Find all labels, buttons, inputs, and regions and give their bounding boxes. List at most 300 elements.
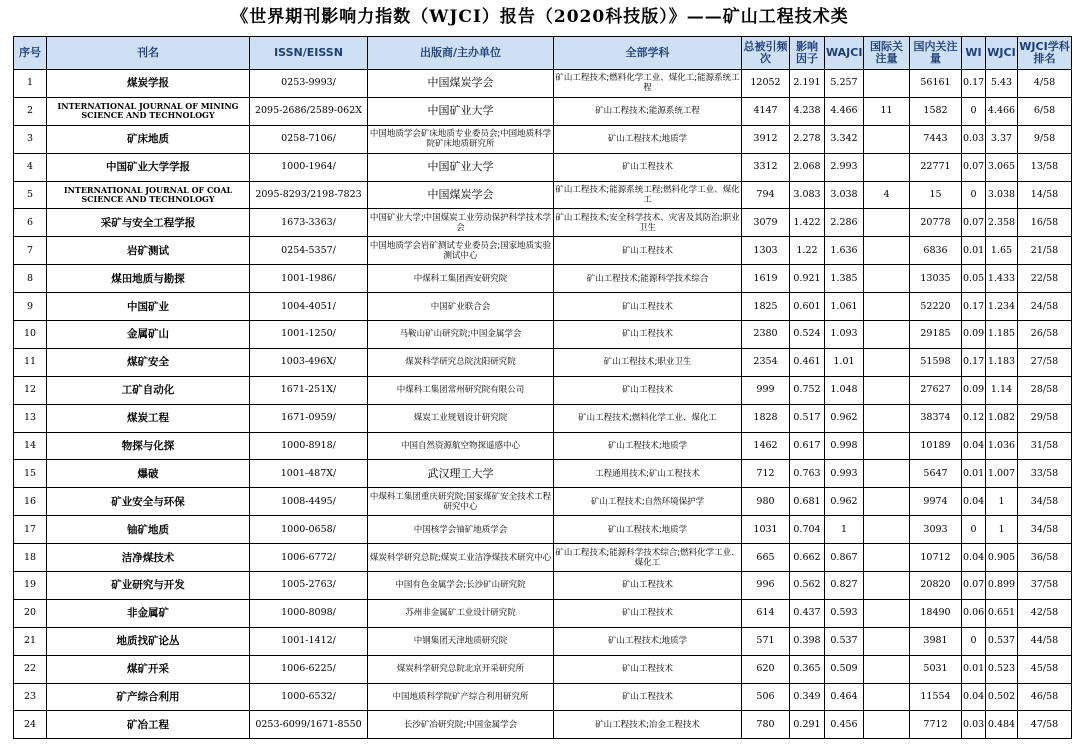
cell-publisher: 煤炭科学研究总院;煤炭工业洁净煤技术研究中心 xyxy=(368,544,554,572)
cell-citations: 1619 xyxy=(742,265,790,293)
table-row xyxy=(14,572,1072,600)
cell-issn: 2095-8293/2198-7823 xyxy=(250,181,368,209)
cell-wjci: 0.905 xyxy=(986,544,1018,572)
cell-rank: 24/58 xyxy=(1018,293,1072,321)
cell-wajci: 2.993 xyxy=(825,153,864,181)
cell-impact-factor: 4.238 xyxy=(790,97,825,125)
cell-index: 10 xyxy=(14,321,47,349)
cell-issn: 1671-0959/ xyxy=(250,404,368,432)
cell-rank: 31/58 xyxy=(1018,432,1072,460)
cell-wjci: 1.14 xyxy=(986,376,1018,404)
cell-impact-factor: 0.365 xyxy=(790,655,825,683)
cell-rank: 6/58 xyxy=(1018,97,1072,125)
cell-journal-name: 矿业研究与开发 xyxy=(47,572,250,600)
cell-domestic-attention: 1582 xyxy=(910,97,962,125)
cell-publisher: 中国核学会铀矿地质学会 xyxy=(368,516,554,544)
cell-wi: 0.03 xyxy=(962,125,986,153)
col-header-intl-attention: 国际关注量 xyxy=(864,37,910,70)
cell-impact-factor: 0.398 xyxy=(790,627,825,655)
cell-intl-attention xyxy=(864,683,910,711)
cell-journal-name: 煤炭工程 xyxy=(47,404,250,432)
cell-issn: 1008-4495/ xyxy=(250,488,368,516)
table-row xyxy=(14,516,1072,544)
cell-index: 3 xyxy=(14,125,47,153)
cell-issn: 1000-0658/ xyxy=(250,516,368,544)
cell-wi: 0.17 xyxy=(962,348,986,376)
cell-citations: 996 xyxy=(742,572,790,600)
cell-publisher: 中国矿业联合会 xyxy=(368,293,554,321)
cell-impact-factor: 0.517 xyxy=(790,404,825,432)
cell-index: 4 xyxy=(14,153,47,181)
cell-impact-factor: 0.752 xyxy=(790,376,825,404)
cell-intl-attention xyxy=(864,209,910,237)
table-row xyxy=(14,599,1072,627)
cell-intl-attention xyxy=(864,321,910,349)
cell-wjci: 1 xyxy=(986,516,1018,544)
cell-intl-attention xyxy=(864,265,910,293)
cell-publisher: 长沙矿冶研究院;中国金属学会 xyxy=(368,711,554,739)
cell-wajci: 1.048 xyxy=(825,376,864,404)
cell-journal-name: 爆破 xyxy=(47,460,250,488)
cell-journal-name: 矿产综合利用 xyxy=(47,683,250,711)
cell-wjci: 4.466 xyxy=(986,97,1018,125)
cell-rank: 33/58 xyxy=(1018,460,1072,488)
cell-wi: 0 xyxy=(962,97,986,125)
table-row xyxy=(14,153,1072,181)
cell-wi: 0.01 xyxy=(962,460,986,488)
cell-impact-factor: 1.22 xyxy=(790,237,825,265)
cell-impact-factor: 2.278 xyxy=(790,125,825,153)
cell-index: 5 xyxy=(14,181,47,209)
cell-citations: 712 xyxy=(742,460,790,488)
cell-journal-name: 煤矿安全 xyxy=(47,348,250,376)
cell-intl-attention xyxy=(864,70,910,98)
cell-journal-name: 中国矿业大学学报 xyxy=(47,153,250,181)
cell-wajci: 0.998 xyxy=(825,432,864,460)
cell-rank: 26/58 xyxy=(1018,321,1072,349)
cell-index: 15 xyxy=(14,460,47,488)
cell-domestic-attention: 5031 xyxy=(910,655,962,683)
page-title: 《世界期刊影响力指数（WJCI）报告（2020科技版）》——矿山工程技术类 xyxy=(231,7,849,27)
cell-wi: 0.07 xyxy=(962,153,986,181)
cell-domestic-attention: 22771 xyxy=(910,153,962,181)
cell-wajci: 0.827 xyxy=(825,572,864,600)
cell-publisher: 中国煤炭学会 xyxy=(368,70,554,98)
cell-wajci: 0.867 xyxy=(825,544,864,572)
table-row xyxy=(14,237,1072,265)
cell-impact-factor: 0.617 xyxy=(790,432,825,460)
cell-rank: 45/58 xyxy=(1018,655,1072,683)
cell-impact-factor: 0.461 xyxy=(790,348,825,376)
cell-wi: 0.04 xyxy=(962,488,986,516)
cell-domestic-attention: 7443 xyxy=(910,125,962,153)
cell-wjci: 1.433 xyxy=(986,265,1018,293)
table-row xyxy=(14,432,1072,460)
cell-rank: 37/58 xyxy=(1018,572,1072,600)
cell-index: 18 xyxy=(14,544,47,572)
col-header-citations: 总被引频次 xyxy=(742,37,790,70)
cell-impact-factor: 0.704 xyxy=(790,516,825,544)
cell-publisher: 中国矿业大学 xyxy=(368,153,554,181)
cell-citations: 4147 xyxy=(742,97,790,125)
cell-intl-attention xyxy=(864,293,910,321)
cell-wi: 0.06 xyxy=(962,599,986,627)
cell-journal-name: 非金属矿 xyxy=(47,599,250,627)
cell-wjci: 1.183 xyxy=(986,348,1018,376)
table-row xyxy=(14,70,1072,98)
cell-issn: 1001-1986/ xyxy=(250,265,368,293)
cell-citations: 12052 xyxy=(742,70,790,98)
cell-subjects: 矿山工程技术;地质学 xyxy=(554,627,742,655)
cell-subjects: 工程通用技术;矿山工程技术 xyxy=(554,460,742,488)
cell-index: 12 xyxy=(14,376,47,404)
cell-citations: 1462 xyxy=(742,432,790,460)
cell-publisher: 中煤科工集团西安研究院 xyxy=(368,265,554,293)
cell-index: 23 xyxy=(14,683,47,711)
col-header-rank: WJCI学科排名 xyxy=(1018,37,1072,70)
cell-intl-attention xyxy=(864,460,910,488)
cell-domestic-attention: 3981 xyxy=(910,627,962,655)
cell-domestic-attention: 9974 xyxy=(910,488,962,516)
cell-subjects: 矿山工程技术;能源系统工程 xyxy=(554,97,742,125)
col-header-impact-factor: 影响因子 xyxy=(790,37,825,70)
cell-rank: 13/58 xyxy=(1018,153,1072,181)
cell-journal-name: 金属矿山 xyxy=(47,321,250,349)
cell-journal-name: INTERNATIONAL JOURNAL OF COAL SCIENCE AND TECHNOLOGY xyxy=(47,181,250,209)
cell-wajci: 5.257 xyxy=(825,70,864,98)
table-row xyxy=(14,293,1072,321)
cell-wjci: 0.523 xyxy=(986,655,1018,683)
cell-impact-factor: 0.437 xyxy=(790,599,825,627)
cell-wajci: 3.342 xyxy=(825,125,864,153)
cell-rank: 46/58 xyxy=(1018,683,1072,711)
wjci-table xyxy=(13,36,1072,739)
cell-wajci: 0.593 xyxy=(825,599,864,627)
cell-intl-attention xyxy=(864,404,910,432)
cell-subjects: 矿山工程技术;燃料化学工业、煤化工;能源系统工程 xyxy=(554,70,742,98)
cell-impact-factor: 0.601 xyxy=(790,293,825,321)
cell-index: 19 xyxy=(14,572,47,600)
cell-domestic-attention: 27627 xyxy=(910,376,962,404)
table-container xyxy=(13,36,1071,739)
cell-wajci: 0.537 xyxy=(825,627,864,655)
cell-publisher: 煤炭科学研究总院沈阳研究院 xyxy=(368,348,554,376)
cell-issn: 1000-1964/ xyxy=(250,153,368,181)
cell-citations: 2354 xyxy=(742,348,790,376)
cell-wjci: 3.065 xyxy=(986,153,1018,181)
cell-wi: 0.05 xyxy=(962,265,986,293)
cell-wi: 0.12 xyxy=(962,404,986,432)
table-row xyxy=(14,265,1072,293)
cell-wi: 0.17 xyxy=(962,70,986,98)
cell-journal-name: 洁净煤技术 xyxy=(47,544,250,572)
cell-citations: 1825 xyxy=(742,293,790,321)
cell-subjects: 矿山工程技术 xyxy=(554,655,742,683)
cell-wi: 0.17 xyxy=(962,293,986,321)
cell-wjci: 1.185 xyxy=(986,321,1018,349)
cell-journal-name: 地质找矿论丛 xyxy=(47,627,250,655)
cell-publisher: 中国矿业大学 xyxy=(368,97,554,125)
cell-index: 16 xyxy=(14,488,47,516)
cell-wjci: 0.537 xyxy=(986,627,1018,655)
cell-issn: 0258-7106/ xyxy=(250,125,368,153)
cell-citations: 1303 xyxy=(742,237,790,265)
cell-wajci: 0.993 xyxy=(825,460,864,488)
cell-issn: 1673-3363/ xyxy=(250,209,368,237)
cell-rank: 42/58 xyxy=(1018,599,1072,627)
col-header-subjects: 全部学科 xyxy=(554,37,742,70)
cell-publisher: 中煤科工集团常州研究院有限公司 xyxy=(368,376,554,404)
cell-index: 24 xyxy=(14,711,47,739)
cell-wjci: 1.234 xyxy=(986,293,1018,321)
cell-subjects: 矿山工程技术;冶金工程技术 xyxy=(554,711,742,739)
table-row xyxy=(14,125,1072,153)
cell-citations: 506 xyxy=(742,683,790,711)
cell-index: 1 xyxy=(14,70,47,98)
cell-domestic-attention: 51598 xyxy=(910,348,962,376)
cell-issn: 1000-6532/ xyxy=(250,683,368,711)
cell-wjci: 2.358 xyxy=(986,209,1018,237)
cell-index: 14 xyxy=(14,432,47,460)
col-header-journal: 刊名 xyxy=(47,37,250,70)
cell-wjci: 3.038 xyxy=(986,181,1018,209)
cell-issn: 1004-4051/ xyxy=(250,293,368,321)
cell-domestic-attention: 20820 xyxy=(910,572,962,600)
table-row xyxy=(14,544,1072,572)
cell-publisher: 中国煤炭学会 xyxy=(368,181,554,209)
cell-publisher: 中国地质学会岩矿测试专业委员会;国家地质实验测试中心 xyxy=(368,237,554,265)
cell-index: 13 xyxy=(14,404,47,432)
cell-wjci: 0.502 xyxy=(986,683,1018,711)
cell-wajci: 0.464 xyxy=(825,683,864,711)
cell-issn: 1005-2763/ xyxy=(250,572,368,600)
cell-issn: 1003-496X/ xyxy=(250,348,368,376)
cell-intl-attention: 4 xyxy=(864,181,910,209)
table-row xyxy=(14,711,1072,739)
cell-impact-factor: 0.921 xyxy=(790,265,825,293)
cell-publisher: 中钢集团天津地质研究院 xyxy=(368,627,554,655)
cell-journal-name: 岩矿测试 xyxy=(47,237,250,265)
cell-subjects: 矿山工程技术 xyxy=(554,572,742,600)
cell-rank: 47/58 xyxy=(1018,711,1072,739)
cell-issn: 1006-6772/ xyxy=(250,544,368,572)
cell-issn: 1000-8098/ xyxy=(250,599,368,627)
col-header-domestic-attention: 国内关注量 xyxy=(910,37,962,70)
cell-subjects: 矿山工程技术;地质学 xyxy=(554,432,742,460)
cell-rank: 21/58 xyxy=(1018,237,1072,265)
cell-intl-attention xyxy=(864,237,910,265)
cell-domestic-attention: 7712 xyxy=(910,711,962,739)
cell-wi: 0 xyxy=(962,516,986,544)
cell-domestic-attention: 5647 xyxy=(910,460,962,488)
col-header-index: 序号 xyxy=(14,37,47,70)
cell-citations: 571 xyxy=(742,627,790,655)
cell-wi: 0.04 xyxy=(962,432,986,460)
cell-impact-factor: 0.524 xyxy=(790,321,825,349)
cell-rank: 28/58 xyxy=(1018,376,1072,404)
table-body xyxy=(14,70,1072,739)
cell-index: 8 xyxy=(14,265,47,293)
cell-intl-attention xyxy=(864,711,910,739)
cell-domestic-attention: 18490 xyxy=(910,599,962,627)
cell-citations: 2380 xyxy=(742,321,790,349)
cell-journal-name: 工矿自动化 xyxy=(47,376,250,404)
cell-wi: 0.07 xyxy=(962,209,986,237)
cell-intl-attention xyxy=(864,348,910,376)
cell-publisher: 中国自然资源航空物探遥感中心 xyxy=(368,432,554,460)
cell-impact-factor: 3.083 xyxy=(790,181,825,209)
cell-wi: 0.07 xyxy=(962,572,986,600)
cell-rank: 9/58 xyxy=(1018,125,1072,153)
cell-index: 9 xyxy=(14,293,47,321)
cell-wjci: 0.651 xyxy=(986,599,1018,627)
cell-domestic-attention: 13035 xyxy=(910,265,962,293)
cell-impact-factor: 0.349 xyxy=(790,683,825,711)
cell-wi: 0.04 xyxy=(962,544,986,572)
cell-publisher: 马鞍山矿山研究院;中国金属学会 xyxy=(368,321,554,349)
cell-publisher: 中国地质学会矿床地质专业委员会;中国地质科学院矿床地质研究所 xyxy=(368,125,554,153)
table-row xyxy=(14,209,1072,237)
cell-rank: 16/58 xyxy=(1018,209,1072,237)
cell-issn: 1000-8918/ xyxy=(250,432,368,460)
cell-journal-name: 矿床地质 xyxy=(47,125,250,153)
cell-intl-attention xyxy=(864,516,910,544)
cell-rank: 4/58 xyxy=(1018,70,1072,98)
cell-wi: 0 xyxy=(962,627,986,655)
cell-rank: 22/58 xyxy=(1018,265,1072,293)
cell-issn: 1001-1412/ xyxy=(250,627,368,655)
cell-rank: 36/58 xyxy=(1018,544,1072,572)
cell-citations: 794 xyxy=(742,181,790,209)
cell-impact-factor: 0.562 xyxy=(790,572,825,600)
cell-impact-factor: 2.068 xyxy=(790,153,825,181)
cell-wjci: 3.37 xyxy=(986,125,1018,153)
cell-wjci: 1 xyxy=(986,488,1018,516)
cell-domestic-attention: 10712 xyxy=(910,544,962,572)
cell-citations: 1031 xyxy=(742,516,790,544)
cell-index: 22 xyxy=(14,655,47,683)
cell-journal-name: 铀矿地质 xyxy=(47,516,250,544)
table-row xyxy=(14,348,1072,376)
cell-wajci: 1.636 xyxy=(825,237,864,265)
cell-subjects: 矿山工程技术;职业卫生 xyxy=(554,348,742,376)
cell-wajci: 1.01 xyxy=(825,348,864,376)
cell-wajci: 1.385 xyxy=(825,265,864,293)
cell-subjects: 矿山工程技术 xyxy=(554,153,742,181)
cell-citations: 3912 xyxy=(742,125,790,153)
cell-rank: 44/58 xyxy=(1018,627,1072,655)
cell-index: 6 xyxy=(14,209,47,237)
cell-wajci: 2.286 xyxy=(825,209,864,237)
cell-wi: 0.01 xyxy=(962,237,986,265)
cell-citations: 780 xyxy=(742,711,790,739)
table-row xyxy=(14,321,1072,349)
cell-intl-attention xyxy=(864,544,910,572)
cell-publisher: 中国地质科学院矿产综合利用研究所 xyxy=(368,683,554,711)
cell-subjects: 矿山工程技术;燃料化学工业、煤化工 xyxy=(554,404,742,432)
col-header-wjci: WJCI xyxy=(986,37,1018,70)
cell-subjects: 矿山工程技术;能源系统工程;燃料化学工业、煤化工 xyxy=(554,181,742,209)
cell-wajci: 1.061 xyxy=(825,293,864,321)
cell-journal-name: 煤田地质与勘探 xyxy=(47,265,250,293)
cell-index: 11 xyxy=(14,348,47,376)
cell-rank: 34/58 xyxy=(1018,516,1072,544)
cell-wi: 0.09 xyxy=(962,321,986,349)
col-header-wajci: WAJCI xyxy=(825,37,864,70)
cell-subjects: 矿山工程技术;能源科学技术综合;燃料化学工业、煤化工 xyxy=(554,544,742,572)
cell-citations: 620 xyxy=(742,655,790,683)
cell-subjects: 矿山工程技术 xyxy=(554,321,742,349)
cell-wjci: 5.43 xyxy=(986,70,1018,98)
cell-impact-factor: 1.422 xyxy=(790,209,825,237)
cell-wjci: 1.036 xyxy=(986,432,1018,460)
cell-subjects: 矿山工程技术 xyxy=(554,376,742,404)
cell-index: 21 xyxy=(14,627,47,655)
cell-wajci: 0.962 xyxy=(825,488,864,516)
cell-wi: 0.01 xyxy=(962,655,986,683)
table-row xyxy=(14,97,1072,125)
cell-rank: 27/58 xyxy=(1018,348,1072,376)
col-header-publisher: 出版商/主办单位 xyxy=(368,37,554,70)
cell-wjci: 0.899 xyxy=(986,572,1018,600)
table-row xyxy=(14,404,1072,432)
cell-citations: 999 xyxy=(742,376,790,404)
cell-wjci: 1.082 xyxy=(986,404,1018,432)
cell-wajci: 0.456 xyxy=(825,711,864,739)
cell-wi: 0.04 xyxy=(962,683,986,711)
cell-domestic-attention: 15 xyxy=(910,181,962,209)
cell-journal-name: 矿业安全与环保 xyxy=(47,488,250,516)
cell-issn: 1001-487X/ xyxy=(250,460,368,488)
cell-index: 17 xyxy=(14,516,47,544)
table-row xyxy=(14,460,1072,488)
cell-impact-factor: 0.662 xyxy=(790,544,825,572)
cell-journal-name: INTERNATIONAL JOURNAL OF MINING SCIENCE AND TECHNOLOGY xyxy=(47,97,250,125)
cell-index: 20 xyxy=(14,599,47,627)
cell-domestic-attention: 6836 xyxy=(910,237,962,265)
cell-impact-factor: 0.291 xyxy=(790,711,825,739)
cell-rank: 14/58 xyxy=(1018,181,1072,209)
cell-journal-name: 采矿与安全工程学报 xyxy=(47,209,250,237)
cell-wajci: 4.466 xyxy=(825,97,864,125)
cell-wjci: 1.65 xyxy=(986,237,1018,265)
cell-domestic-attention: 29185 xyxy=(910,321,962,349)
cell-intl-attention xyxy=(864,125,910,153)
cell-wjci: 0.484 xyxy=(986,711,1018,739)
table-row xyxy=(14,683,1072,711)
cell-impact-factor: 0.763 xyxy=(790,460,825,488)
cell-journal-name: 物探与化探 xyxy=(47,432,250,460)
cell-wjci: 1.007 xyxy=(986,460,1018,488)
cell-issn: 1671-251X/ xyxy=(250,376,368,404)
cell-domestic-attention: 20778 xyxy=(910,209,962,237)
cell-index: 7 xyxy=(14,237,47,265)
cell-journal-name: 矿冶工程 xyxy=(47,711,250,739)
cell-citations: 665 xyxy=(742,544,790,572)
col-header-issn: ISSN/EISSN xyxy=(250,37,368,70)
cell-publisher: 苏州非金属矿工业设计研究院 xyxy=(368,599,554,627)
cell-intl-attention xyxy=(864,488,910,516)
cell-rank: 29/58 xyxy=(1018,404,1072,432)
cell-issn: 0253-9993/ xyxy=(250,70,368,98)
cell-subjects: 矿山工程技术 xyxy=(554,599,742,627)
cell-wi: 0.03 xyxy=(962,711,986,739)
cell-domestic-attention: 3093 xyxy=(910,516,962,544)
cell-publisher: 煤炭工业规划设计研究院 xyxy=(368,404,554,432)
cell-wi: 0.09 xyxy=(962,376,986,404)
cell-citations: 3079 xyxy=(742,209,790,237)
cell-issn: 1006-6225/ xyxy=(250,655,368,683)
